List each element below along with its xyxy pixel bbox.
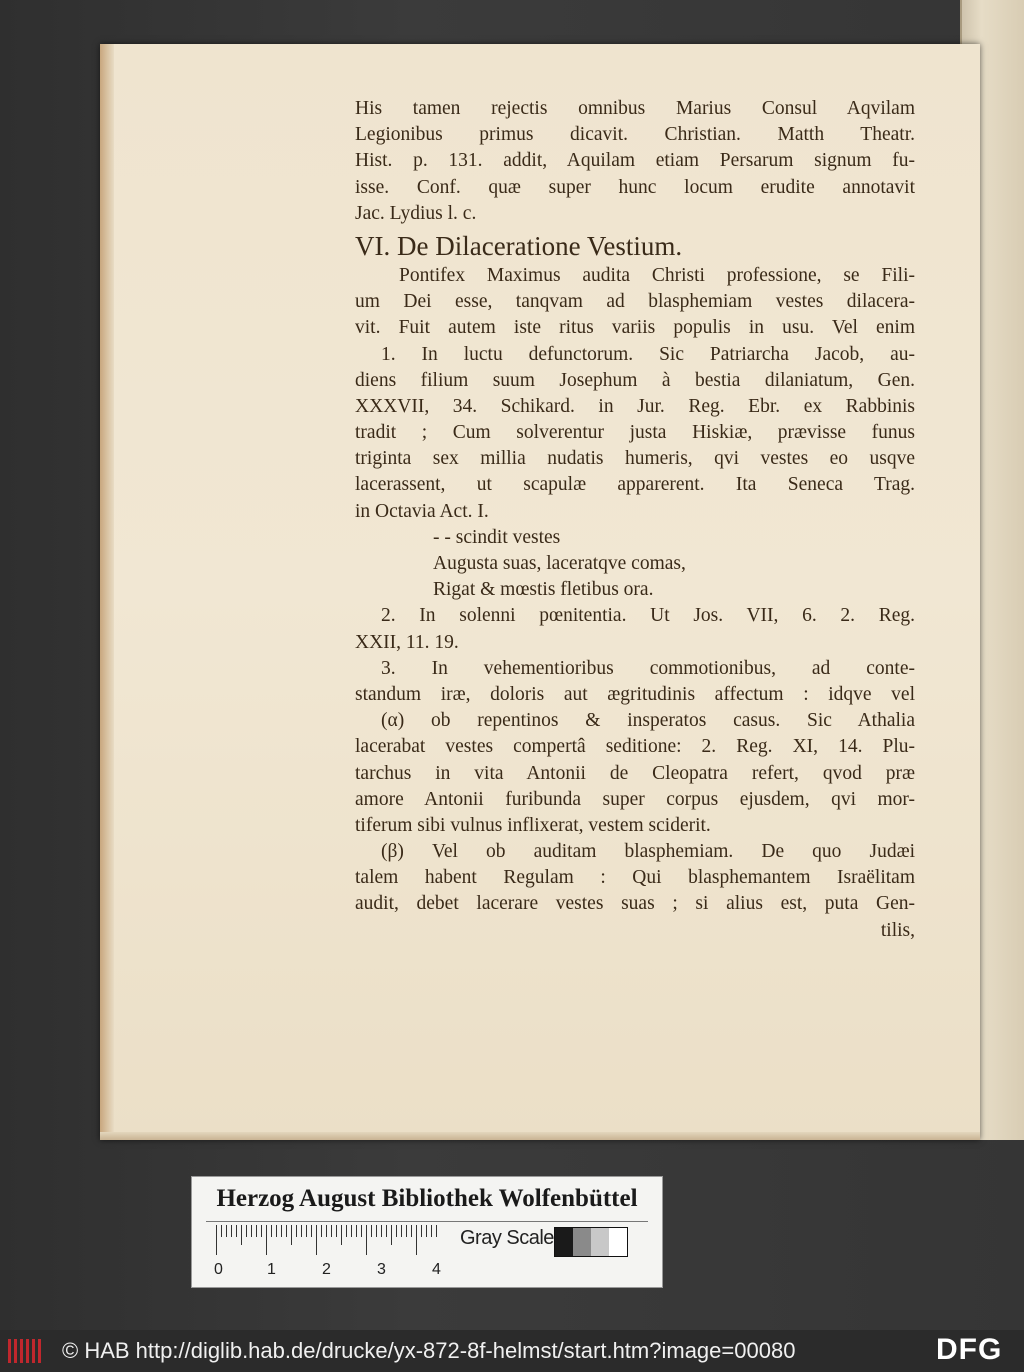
text-line: 2. In solenni pœnitentia. Ut Jos. VII, 6. 2. Reg. — [381, 605, 915, 627]
text-line: tradit ; Cum solverentur justa Hiskiæ, prævisse funus — [355, 422, 915, 444]
ruler-tick — [406, 1225, 407, 1237]
ruler-tick — [306, 1225, 307, 1237]
text-line: amore Antonii furibunda super corpus ejusdem, qvi mor- — [355, 788, 915, 810]
ruler-number: 2 — [322, 1261, 331, 1278]
ruler-tick — [266, 1225, 267, 1255]
gray-scale-swatches — [554, 1227, 628, 1257]
ruler-tick — [246, 1225, 247, 1237]
text-line: XXII, 11. 19. — [355, 631, 459, 653]
book-page — [100, 44, 980, 1140]
ruler-number: 1 — [267, 1261, 276, 1278]
gray-swatch — [591, 1228, 609, 1256]
ruler-number: 4 — [432, 1261, 441, 1278]
text-line: Pontifex Maximus audita Christi professione, se Fili- — [399, 264, 915, 286]
ruler-number: 3 — [377, 1261, 386, 1278]
color-calibration-bar — [191, 1176, 663, 1288]
text-line: Jac. Lydius l. c. — [355, 202, 477, 224]
ruler-tick — [271, 1225, 272, 1237]
ruler-tick — [281, 1225, 282, 1237]
text-line: tiferum sibi vulnus inflixerat, vestem sciderit. — [355, 814, 711, 836]
text-line: isse. Conf. quæ super hunc locum erudite annotavit — [355, 176, 915, 198]
ruler-tick — [431, 1225, 432, 1237]
gray-swatch — [609, 1228, 627, 1256]
ruler-tick — [326, 1225, 327, 1237]
page-bottom-edge — [100, 1132, 980, 1140]
ruler-tick — [276, 1225, 277, 1237]
ruler-tick — [346, 1225, 347, 1237]
ruler-tick — [416, 1225, 417, 1255]
text-line: 3. In vehementioribus commotionibus, ad conte- — [381, 657, 915, 679]
ruler-tick — [316, 1225, 317, 1255]
ruler-tick — [381, 1225, 382, 1237]
ruler-tick — [331, 1225, 332, 1237]
text-line: - - scindit vestes — [433, 526, 561, 548]
text-line: tarchus in vita Antonii de Cleopatra refert, qvod præ — [355, 762, 915, 784]
ruler-tick — [311, 1225, 312, 1237]
gray-scale-label: Gray Scale — [460, 1227, 554, 1249]
text-line: vit. Fuit autem iste ritus variis populis in usu. Vel enim — [355, 317, 915, 339]
text-line: tilis, — [880, 919, 915, 941]
ruler-tick — [216, 1225, 217, 1255]
source-url-link[interactable]: © HAB http://diglib.hab.de/drucke/yx-872-8f-helmst/start.htm?image=00080 — [62, 1338, 796, 1363]
text-line: diens filium suum Josephum à bestia dilaniatum, Gen. — [355, 369, 915, 391]
ruler-tick — [436, 1225, 437, 1237]
ruler-tick — [286, 1225, 287, 1237]
ruler-tick — [401, 1225, 402, 1237]
ruler-tick — [226, 1225, 227, 1237]
ruler-tick — [321, 1225, 322, 1237]
ruler-number: 0 — [214, 1261, 223, 1278]
text-line: 1. In luctu defunctorum. Sic Patriarcha Jacob, au- — [381, 343, 915, 365]
ruler-tick — [261, 1225, 262, 1237]
ruler-tick — [376, 1225, 377, 1237]
text-line: Legionibus primus dicavit. Christian. Matth Theatr. — [355, 124, 915, 146]
text-line: um Dei esse, tanqvam ad blasphemiam vestes dilacera- — [355, 291, 915, 313]
ruler-tick — [256, 1225, 257, 1237]
text-line: in Octavia Act. I. — [355, 500, 489, 522]
ruler-tick — [396, 1225, 397, 1237]
colorbar-divider — [206, 1221, 648, 1222]
section-heading: VI. De Dilaceratione Vestium. — [355, 230, 683, 261]
ruler-tick — [356, 1225, 357, 1237]
hab-logo-icon — [8, 1339, 42, 1363]
text-line: XXXVII, 34. Schikard. in Jur. Reg. Ebr. ex Rabbinis — [355, 395, 915, 417]
ruler-tick — [251, 1225, 252, 1237]
footer-bar — [0, 1330, 1024, 1372]
ruler-tick — [236, 1225, 237, 1237]
ruler-tick — [241, 1225, 242, 1245]
ruler-tick — [221, 1225, 222, 1237]
dfg-logo: DFG — [936, 1333, 1003, 1366]
ruler-tick — [296, 1225, 297, 1237]
text-line: triginta sex millia nudatis humeris, qvi vestes eo usqve — [355, 448, 915, 470]
ruler-tick — [336, 1225, 337, 1237]
text-line: standum iræ, doloris aut ægritudinis affectum : idqve vel — [355, 683, 915, 705]
text-line: talem habent Regulam : Qui blasphemantem Israëlitam — [355, 867, 915, 889]
ruler-tick — [231, 1225, 232, 1237]
text-line: lacerabat vestes compertâ seditione: 2. Reg. XI, 14. Plu- — [355, 736, 915, 758]
ruler-tick — [371, 1225, 372, 1237]
text-line: His tamen rejectis omnibus Marius Consul Aqvilam — [355, 98, 915, 119]
ruler-tick — [361, 1225, 362, 1237]
text-line: (β) Vel ob auditam blasphemiam. De quo Judæi — [381, 841, 915, 863]
text-line: Augusta suas, laceratqve comas, — [433, 553, 686, 574]
ruler-tick — [291, 1225, 292, 1245]
gray-swatch — [573, 1228, 591, 1256]
text-line: (α) ob repentinos & insperatos casus. Sic Athalia — [381, 710, 915, 732]
page-gutter-shade — [100, 44, 114, 1140]
ruler-tick — [426, 1225, 427, 1237]
ruler-tick — [391, 1225, 392, 1245]
ruler-tick — [421, 1225, 422, 1237]
library-name: Herzog August Bibliothek Wolfenbüttel — [216, 1185, 638, 1212]
text-line: Rigat & mœstis fletibus ora. — [433, 579, 654, 601]
gray-swatch — [555, 1228, 573, 1256]
ruler-tick — [301, 1225, 302, 1237]
ruler-tick — [341, 1225, 342, 1245]
ruler-tick — [386, 1225, 387, 1237]
text-line: Hist. p. 131. addit, Aquilam etiam Persarum signum fu- — [355, 150, 915, 172]
ruler-tick — [411, 1225, 412, 1237]
text-line: audit, debet lacerare vestes suas ; si alius est, puta Gen- — [355, 893, 915, 915]
ruler-tick — [366, 1225, 367, 1255]
measurement-ruler — [216, 1225, 436, 1257]
page-text-block — [355, 96, 915, 944]
ruler-tick — [351, 1225, 352, 1237]
text-line: lacerassent, ut scapulæ apparerent. Ita Seneca Trag. — [355, 474, 915, 496]
